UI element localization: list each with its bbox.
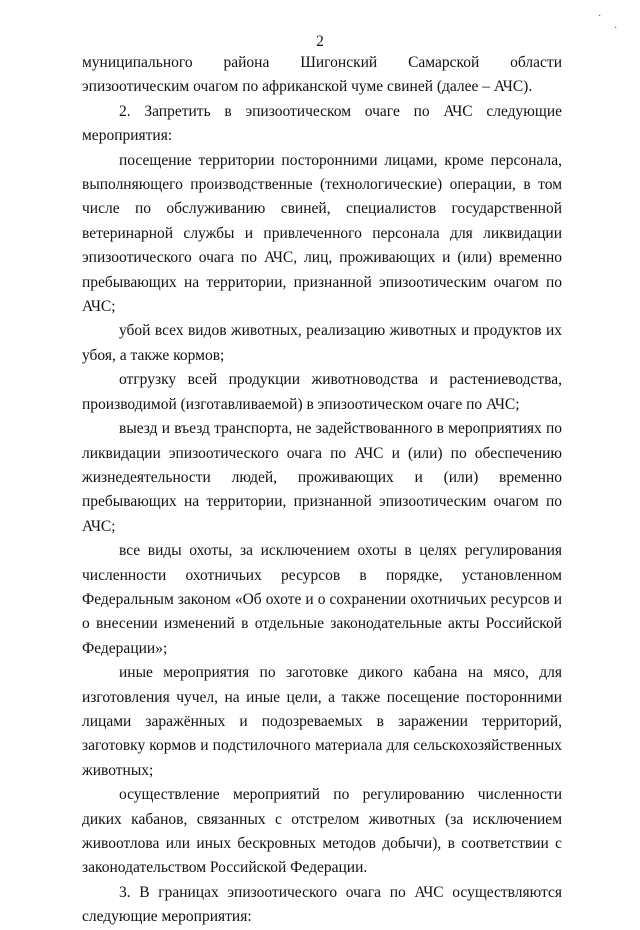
scan-speck: · bbox=[614, 23, 618, 34]
page-number: 2 bbox=[316, 33, 324, 50]
paragraph-shipment-ban: отгрузку всей продукции животноводства и растениеводства, производимой (изготавливаемой) в эпизоотическом очаге по АЧС; bbox=[82, 371, 562, 413]
paragraph-item-2: 2. Запретить в эпизоотическом очаге по АЧС следующие мероприятия: bbox=[82, 102, 562, 145]
paragraph-continuation: муниципального района Шигонский Самарской области эпизоотическим очагом по африканской чуме свиней (далее – АЧС). bbox=[82, 54, 562, 96]
document-body bbox=[82, 51, 562, 930]
paragraph-item-3: 3. В границах эпизоотического очага по АЧС осуществляются следующие мероприятия: bbox=[82, 883, 562, 926]
paragraph-hunting-ban: все виды охоты, за исключением охоты в целях регулирования численности охотничьих ресурсов в порядке, установленном Федеральным законом «Об охоте и о сохранении охотничьих ресурсов и о внесении изменений в отдельные законодательные акты Российской Федерации»; bbox=[82, 542, 562, 657]
scan-speck: · bbox=[598, 11, 602, 22]
paragraph-population-control-ban: осуществление мероприятий по регулированию численности диких кабанов, связанных с отстрелом животных (за исключением живоотлова или иных бескровных методов добычи), в соответствии с законодательством Российской Федерации. bbox=[82, 786, 562, 877]
paragraph-transport-ban: выезд и въезд транспорта, не задействованного в мероприятиях по ликвидации эпизоотического очага по АЧС и (или) по обеспечению жизнедеятельности людей, проживающих и (или) временно пребывающих на территории, признанной эпизоотическим очагом по АЧС; bbox=[82, 420, 562, 535]
paragraph-harvesting-ban: иные мероприятия по заготовке дикого кабана на мясо, для изготовления чучел, на иные цели, а также посещение посторонними лицами заражённых и подозреваемых в заражении территорий, заготовку кормов и подстилочного материала для сельскохозяйственных животных; bbox=[82, 664, 562, 779]
paragraph-slaughter-ban: убой всех видов животных, реализацию животных и продуктов их убоя, а также кормов; bbox=[82, 322, 562, 364]
paragraph-visits-ban: посещение территории посторонними лицами, кроме персонала, выполняющего производственные (технологические) операции, в том числе по обслуживанию свиней, специалистов государственной ветеринарной службы и привлеченного персонала для ликвидации эпизоотического очага по АЧС, лиц, проживающих и (или) временно пребывающих на территории, признанной эпизоотическим очагом по АЧС; bbox=[82, 151, 562, 316]
